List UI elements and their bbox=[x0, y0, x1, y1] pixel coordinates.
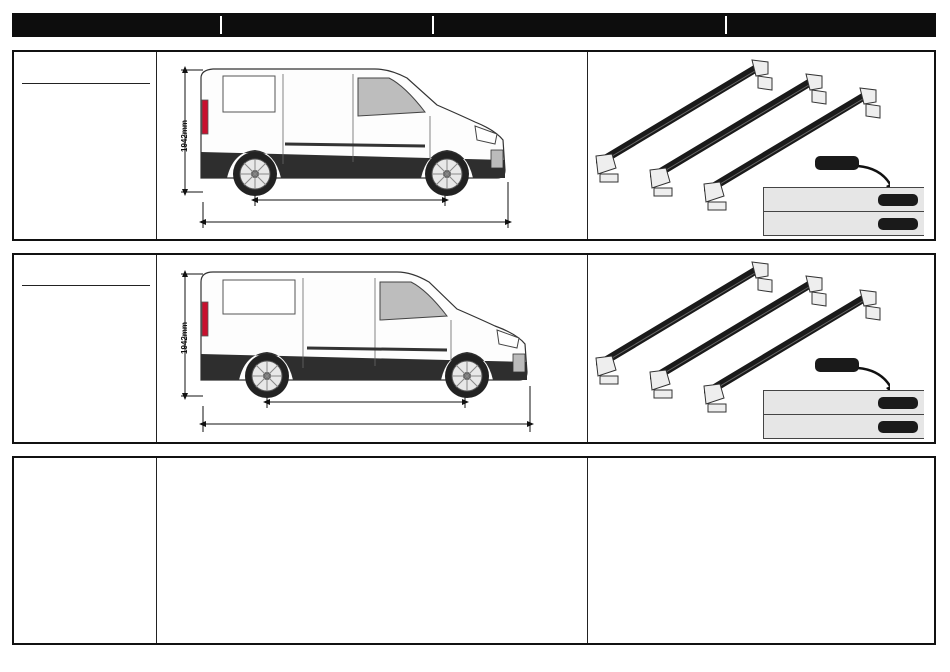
header-divider bbox=[220, 16, 222, 34]
van-height-label: 1942mm bbox=[180, 119, 189, 152]
van-height-label: 1942mm bbox=[180, 321, 189, 354]
info-row bbox=[764, 415, 924, 439]
info-value-pill bbox=[878, 194, 918, 206]
column-divider bbox=[587, 255, 588, 442]
header-bar bbox=[12, 13, 936, 37]
column-divider bbox=[156, 458, 157, 643]
fitting-info-box bbox=[763, 187, 924, 236]
van-side-view-short bbox=[175, 60, 520, 232]
callout-pill bbox=[815, 156, 859, 170]
info-row bbox=[764, 188, 924, 212]
van-side-view-long bbox=[175, 264, 540, 436]
column-divider bbox=[156, 52, 157, 239]
info-value-pill bbox=[878, 218, 918, 230]
empty-panel bbox=[12, 456, 936, 645]
column-divider bbox=[587, 458, 588, 643]
info-row bbox=[764, 391, 924, 415]
model-label-rule bbox=[22, 83, 150, 84]
info-row bbox=[764, 212, 924, 236]
fitting-info-box bbox=[763, 390, 924, 439]
column-divider bbox=[156, 255, 157, 442]
column-divider bbox=[587, 52, 588, 239]
info-value-pill bbox=[878, 421, 918, 433]
header-divider bbox=[432, 16, 434, 34]
callout-pill bbox=[815, 358, 859, 372]
header-divider bbox=[725, 16, 727, 34]
model-label-rule bbox=[22, 285, 150, 286]
info-value-pill bbox=[878, 397, 918, 409]
